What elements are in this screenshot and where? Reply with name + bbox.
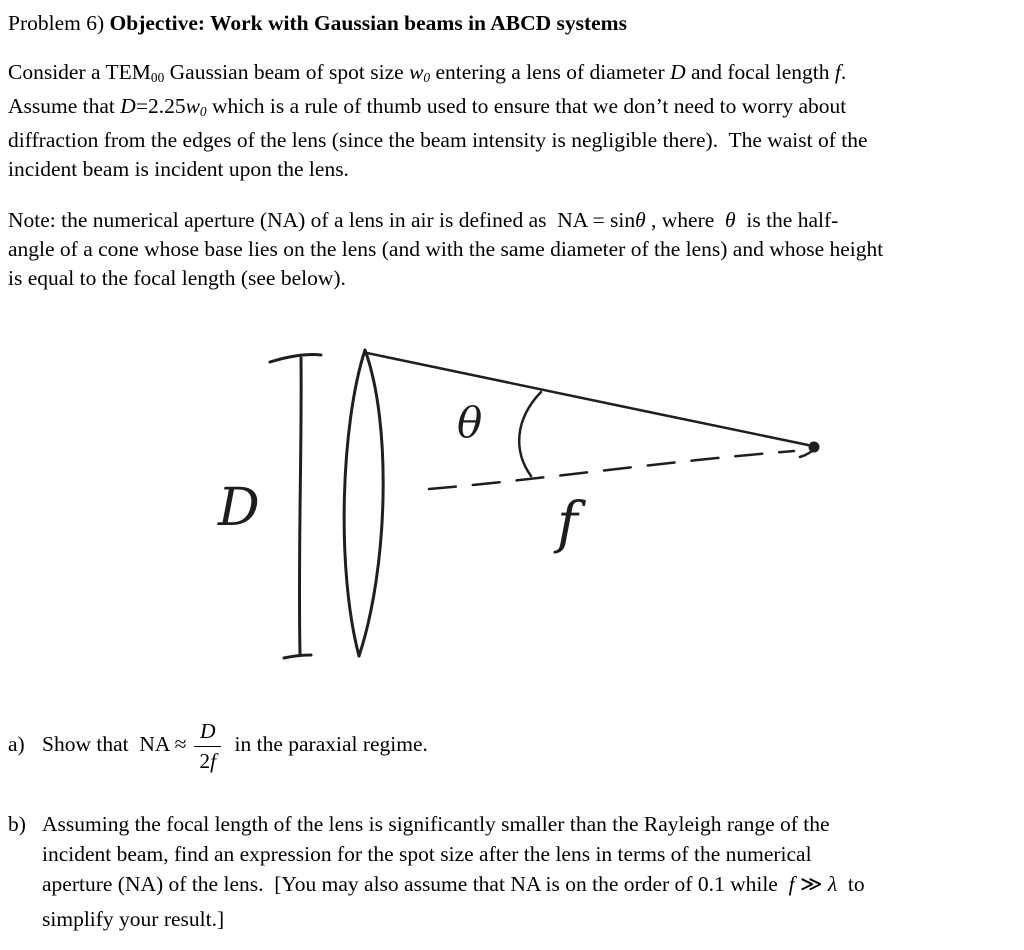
part-a-text — [42, 719, 428, 773]
text-segment: Show that NA ≈ — [42, 731, 187, 756]
text-line — [8, 235, 1016, 264]
text-segment: 0 — [199, 103, 207, 119]
lens-left-surface — [344, 350, 365, 656]
fraction-denominator — [194, 746, 221, 773]
text-segment: w — [185, 93, 200, 118]
text-segment: =2.25 — [135, 93, 186, 118]
text-segment: incident beam, find an expression for the spot size after the lens in terms of the numerical — [42, 842, 812, 866]
text-segment: diffraction from the edges of the lens (since the beam intensity is negligible there). The waist of the — [8, 127, 868, 152]
text-segment: to — [837, 872, 865, 896]
lens-right-surface — [359, 350, 383, 656]
text-segment: aperture (NA) of the lens. [You may also assume that NA is on the order of 0.1 while — [42, 872, 789, 896]
na-fraction — [194, 719, 221, 773]
part-b — [8, 809, 1016, 934]
text-segment: . — [840, 60, 847, 84]
text-segment: θ — [635, 207, 646, 232]
text-segment: 00 — [150, 69, 165, 85]
optical-axis-dashed — [429, 451, 794, 489]
text-line — [8, 58, 1016, 92]
problem-title — [8, 9, 1016, 38]
aperture-label: D — [218, 477, 260, 538]
note-paragraph — [8, 206, 1016, 293]
text-run — [229, 732, 428, 756]
intro-paragraph — [8, 58, 1016, 184]
text-segment: incident beam is incident upon the lens. — [8, 156, 349, 181]
text-segment: Problem 6) — [8, 11, 110, 35]
text-segment: f — [788, 872, 795, 896]
text-segment: Gaussian beam of spot size — [164, 60, 410, 84]
text-segment: D — [670, 60, 686, 84]
text-segment: Assuming the focal length of the lens is significantly smaller than the Rayleigh range of the — [42, 812, 830, 836]
text-segment: λ — [827, 872, 838, 896]
text-segment: 2 — [199, 748, 211, 773]
text-segment: is the half- — [735, 207, 839, 232]
text-segment: f — [834, 60, 841, 84]
text-segment: ≫ — [794, 872, 828, 896]
text-segment: which is a rule of thumb used to ensure that we don’t need to worry about — [206, 93, 847, 118]
text-segment: 0 — [423, 69, 431, 85]
text-segment: angle of a cone whose base lies on the lens (and with the same diameter of the lens) and whose height — [8, 236, 884, 261]
text-segment: D — [199, 718, 216, 743]
text-line — [8, 155, 1016, 184]
text-segment: w — [409, 60, 424, 84]
angle-arc — [519, 392, 541, 476]
fraction-numerator — [194, 719, 221, 746]
text-segment: θ — [725, 207, 736, 232]
text-line — [42, 809, 865, 839]
text-line — [42, 839, 865, 869]
text-line — [8, 92, 1016, 126]
item-marker-a: a) — [8, 731, 25, 756]
text-segment: D — [120, 93, 136, 118]
text-line — [8, 264, 1016, 293]
text-line — [8, 126, 1016, 155]
lens-diagram-svg — [8, 337, 1024, 673]
focal-length-label: f — [557, 490, 578, 556]
text-segment: simplify your result.] — [42, 907, 225, 931]
aperture-line — [299, 358, 301, 654]
aperture-top-cap — [270, 354, 321, 362]
text-segment: Consider a TEM — [8, 60, 151, 84]
text-segment: entering a lens of diameter — [430, 60, 671, 84]
text-line — [8, 206, 1016, 235]
part-b-text — [42, 809, 865, 934]
text-segment: is equal to the focal length (see below). — [8, 265, 346, 290]
text-line — [42, 869, 865, 899]
text-segment: Objective: Work with Gaussian beams in ABCD systems — [109, 11, 627, 35]
text-run — [42, 732, 186, 756]
focal-point-dot — [809, 441, 820, 452]
text-segment: in the paraxial regime. — [229, 731, 428, 756]
lens-diagram — [8, 337, 1016, 679]
text-segment: Assume that — [8, 93, 121, 118]
text-segment: and focal length — [685, 60, 835, 84]
aperture-bottom-cap — [284, 655, 311, 658]
item-marker-b: b) — [8, 812, 26, 836]
text-segment: , where — [645, 207, 726, 232]
text-segment: Note: the numerical aperture (NA) of a lens in air is defined as NA = sin — [8, 207, 636, 232]
text-line — [42, 904, 865, 934]
half-angle-label: θ — [457, 397, 483, 447]
part-a — [8, 719, 1016, 773]
text-segment: f — [210, 748, 217, 773]
cone-edge-line — [367, 353, 808, 445]
